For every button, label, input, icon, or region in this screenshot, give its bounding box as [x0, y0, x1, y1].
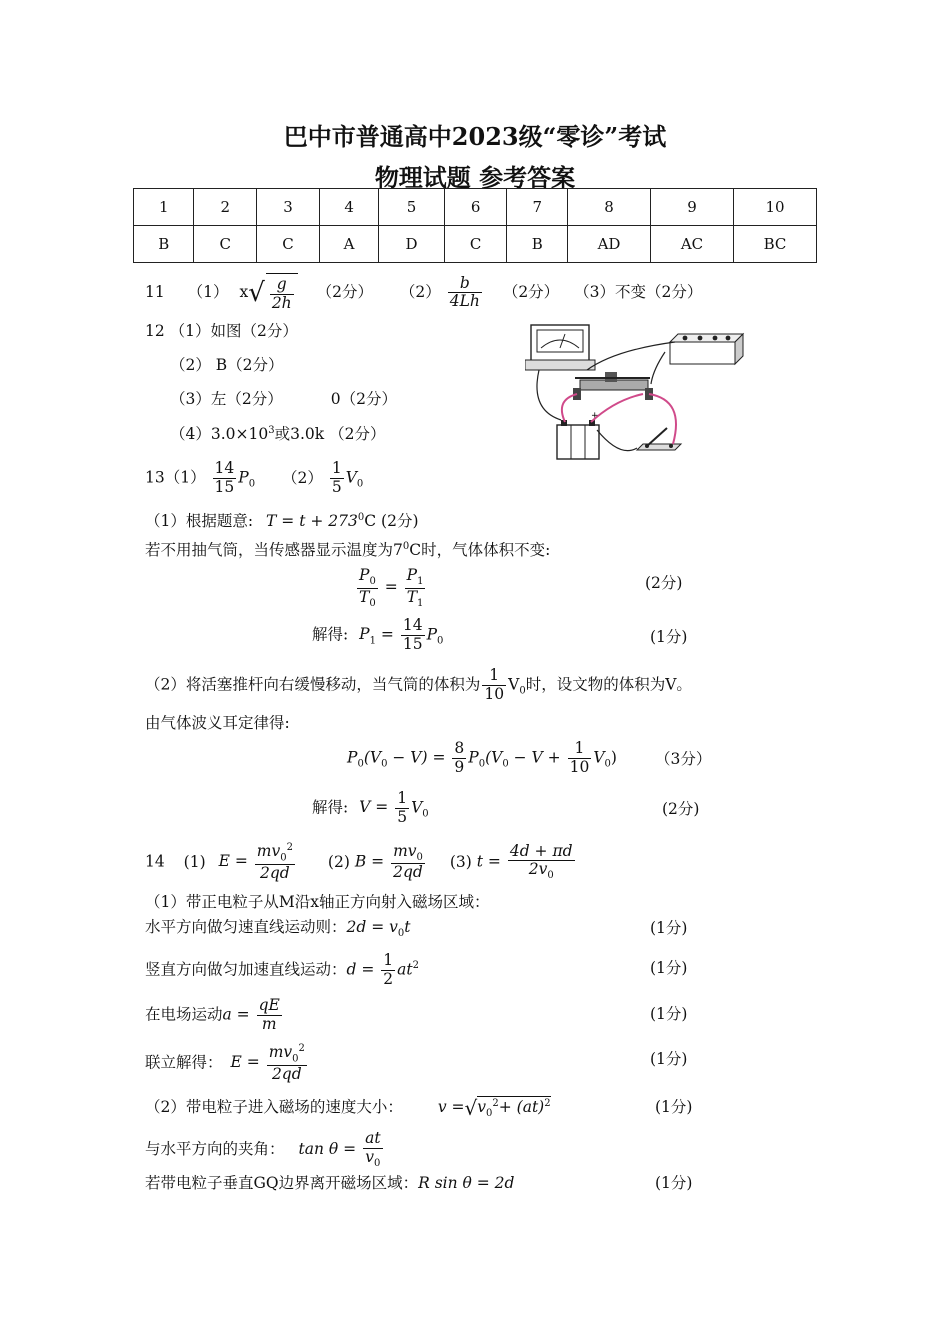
q13-line4: 由气体波义耳定律得: — [145, 714, 290, 732]
q12-line4: $(4)3.0\times 10^3$或3.0k （2分） — [170, 425, 386, 444]
answer-table-answer-cell: AD — [568, 226, 651, 263]
answer-table-number-cell: 9 — [651, 189, 734, 226]
q14-line3-score: (1分) — [650, 959, 688, 977]
q14-line6: （2）带电粒子进入磁场的速度大小： $v =√v_0^2+ (at)^2$ — [145, 1096, 551, 1120]
answer-table-answer-row — [134, 226, 817, 263]
title-line1: 巴中市普通高中2023级“零诊”考试 — [283, 122, 667, 151]
q14-answer-line: 14 (1) E = $\frac{mv_0^2}{2qd}$ (2) B = $\frac{mv_0}{2qd}$ (3) t = $\frac{4d + \pi d}{2v_0}$ — [145, 841, 573, 882]
q13-line2: 若不用抽气筒，当传感器显示温度为$7^0C$时，气体体积不变: — [145, 541, 551, 560]
q13-sol1-score: (1分) — [650, 628, 688, 646]
q14-line5: 联立解得： E = $\frac{mv_0^2}{2qd}$ — [145, 1043, 305, 1083]
resistance-box-icon — [670, 334, 743, 364]
q13-eq1: $\frac{P_0}{T_0}$ = $\frac{P_1}{T_1}$ — [359, 566, 424, 609]
q11-line — [145, 273, 702, 313]
q14-line8-score: (1分) — [655, 1174, 693, 1192]
q13-sol2: 解得: V = $\frac{1}{5}$ $V_0$ — [312, 789, 429, 826]
answer-table-number-cell: 6 — [444, 189, 507, 226]
rheostat-icon — [573, 372, 653, 400]
svg-text:+: + — [591, 411, 599, 421]
answer-table-number-cell: 3 — [257, 189, 320, 226]
q13-answer-line: 13（1） $\frac{14}{15}$ $P_0$ （2） $\frac{1}{5}$ $V_0$ — [145, 459, 364, 496]
answer-table — [133, 188, 817, 263]
q14-line7: 与水平方向的夹角： tan θ = $\frac{at}{v_0}$ — [145, 1129, 381, 1169]
answer-table-answer-cell: C — [257, 226, 320, 263]
answer-table-number-cell: 8 — [568, 189, 651, 226]
q14-line6-score: (1分) — [655, 1098, 693, 1116]
sqrt-icon: √ — [464, 1096, 478, 1120]
q14-line5-score: (1分) — [650, 1050, 688, 1068]
answer-table-number-cell: 4 — [319, 189, 378, 226]
answer-table-answer-cell: C — [444, 226, 507, 263]
q11-number: 11 — [145, 282, 165, 301]
q11-score1: （2分） — [316, 282, 373, 301]
q13-eq2-score: （3分） — [655, 750, 712, 768]
sqrt-icon: √ — [248, 277, 265, 308]
q14-line4-score: (1分) — [650, 1005, 688, 1023]
q11-x: x — [239, 282, 249, 301]
answer-table-number-cell: 1 — [134, 189, 194, 226]
q11-sqrt: $\frac{g}{2h}$ — [266, 273, 298, 313]
answer-table-answer-cell: D — [379, 226, 444, 263]
answer-table-answer-cell: AC — [651, 226, 734, 263]
q11-part1: （1） — [187, 282, 229, 301]
answer-table-number-cell: 2 — [194, 189, 257, 226]
q12-line1: 12 （1）如图（2分） — [145, 322, 298, 340]
q13-sol1: 解得: $P_1$ = $\frac{14}{15}$ $P_0$ — [312, 616, 444, 653]
q11-frac2: $\frac{b}{4Lh}$ — [449, 273, 480, 311]
answer-table-answer-cell: B — [134, 226, 194, 263]
q11-score2: （2分） — [502, 282, 560, 301]
q14-line8: 若带电粒子垂直GQ边界离开磁场区域：R sin θ = 2d — [145, 1174, 515, 1192]
voltmeter-icon — [525, 325, 595, 370]
q14-line4: 在电场运动a = $\frac{qE}{m}$ — [145, 996, 280, 1033]
q13-eq2: $P_0(V_0 - V)$ = $\frac{8}{9}$ $P_0(V_0 - V$ + $\frac{1}{10}$ $V_0$) — [347, 739, 617, 776]
q11-part3: （3）不变（2分） — [574, 282, 703, 301]
answer-table-number-cell: 10 — [734, 189, 817, 226]
q14-line2-score: (1分) — [650, 919, 688, 937]
q12-line2: （2） B（2分） — [170, 356, 284, 374]
answer-table-answer-cell: BC — [734, 226, 817, 263]
circuit-diagram — [525, 320, 745, 462]
answer-table-answer-cell: C — [194, 226, 257, 263]
q13-line1: （1）根据题意: $T = t + 273^0C$ (2分) — [145, 512, 419, 531]
answer-table-answer-cell: A — [319, 226, 378, 263]
q12-line3: （3）左（2分） 0（2分） — [170, 390, 397, 408]
q14-line2: 水平方向做匀速直线运动则：$2d = v_0t$ — [145, 918, 411, 940]
answer-table-number-row — [134, 189, 817, 226]
q13-line3: （2）将活塞推杆向右缓慢移动，当气筒的体积为 $\frac{1}{10}$ $V_0$时，设文物的体积为V。 — [145, 666, 692, 703]
answer-table-number-cell: 7 — [507, 189, 568, 226]
q13-sol2-score: (2分) — [662, 800, 700, 818]
q13-eq1-score: (2分) — [645, 574, 683, 592]
q14-line3: 竖直方向做匀加速直线运动：d = $\frac{1}{2}$ $at^2$ — [145, 951, 420, 988]
q11-part2: （2） — [399, 282, 441, 301]
q14-line1: （1）带正电粒子从M沿x轴正方向射入磁场区域： — [145, 893, 490, 911]
answer-table-answer-cell: B — [507, 226, 568, 263]
answer-table-number-cell: 5 — [379, 189, 444, 226]
title-line2: 物理试题 参考答案 — [374, 163, 576, 192]
